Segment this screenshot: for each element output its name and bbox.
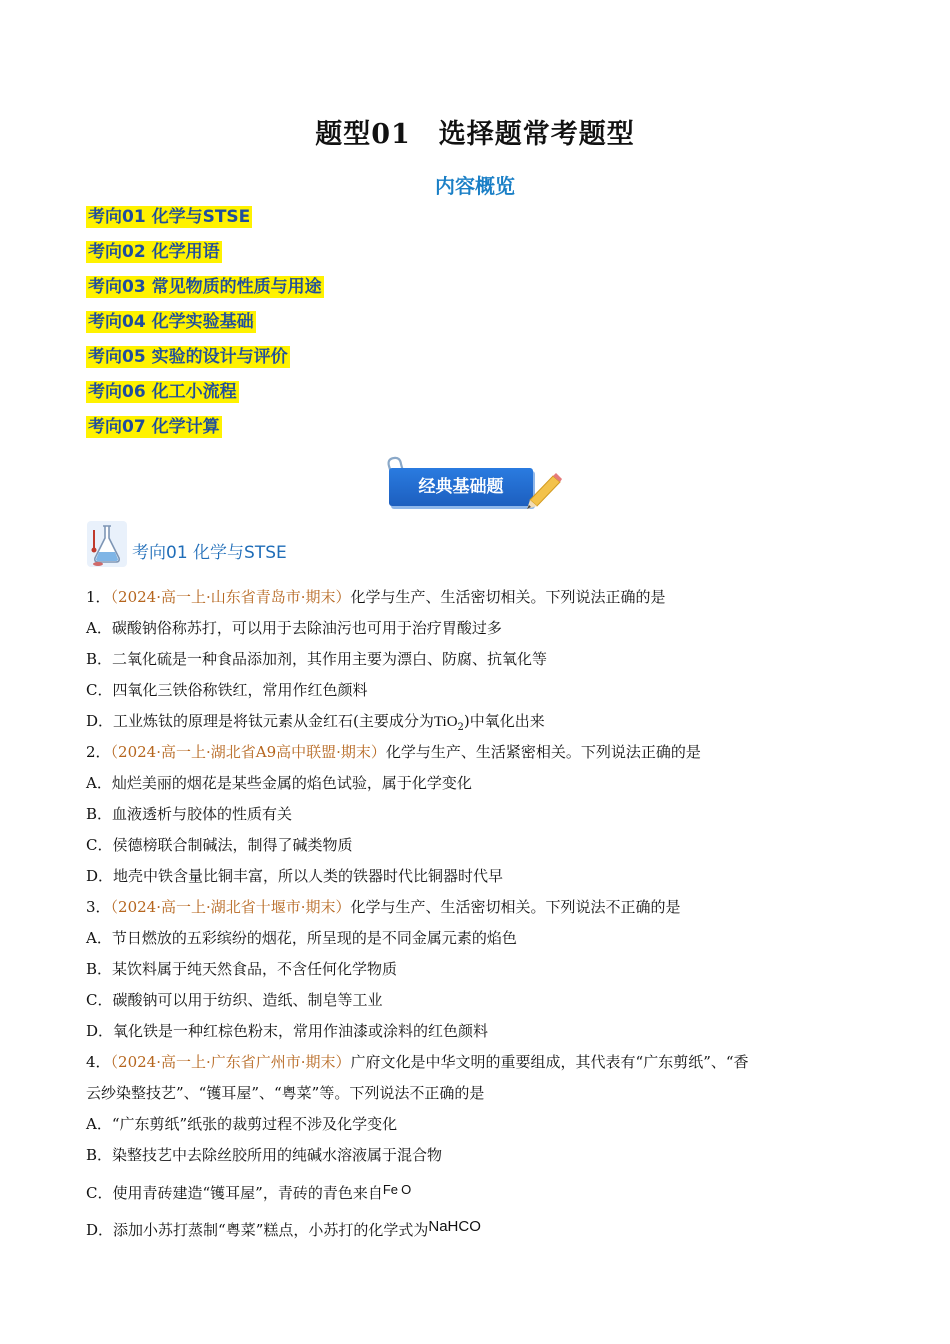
question-2-stem: 2．（2024·高一上·湖北省A9高中联盟·期末）化学与生产、生活紧密相关。下列说法正确的是: [86, 743, 701, 761]
page-title: 题型01 选择题常考题型: [315, 119, 635, 150]
question-1-option-b[interactable]: B．二氧化硫是一种食品添加剂，其作用主要为漂白、防腐、抗氧化等: [86, 650, 548, 668]
toc-item-3[interactable]: 考向03 常见物质的性质与用途: [88, 277, 322, 297]
question-4-option-d[interactable]: D．添加小苏打蒸制“粤菜”糕点，小苏打的化学式为NaHCO: [86, 1218, 481, 1239]
badge-label: 经典基础题: [389, 468, 533, 506]
question-1-option-d[interactable]: D．工业炼钛的原理是将钛元素从金红石(主要成分为TiO$_2$)中氧化出来: [86, 712, 545, 733]
question-3-option-b[interactable]: B．某饮料属于纯天然食品，不含任何化学物质: [86, 960, 398, 978]
section-badge: [385, 456, 565, 516]
toc-item-5[interactable]: 考向05 实验的设计与评价: [88, 347, 288, 367]
question-4-option-b[interactable]: B．染整技艺中去除丝胶所用的纯碱水溶液属于混合物: [86, 1146, 443, 1164]
question-source: （2024·高一上·山东省青岛市·期末）: [110, 588, 351, 606]
question-4-option-c[interactable]: C．使用青砖建造“镬耳屋”，青砖的青色来自Fe O: [86, 1182, 412, 1202]
question-2-option-b[interactable]: B．血液透析与胶体的性质有关: [86, 805, 293, 823]
toc-item-4[interactable]: 考向04 化学实验基础: [88, 312, 254, 332]
question-1-option-c[interactable]: C．四氧化三铁俗称铁红，常用作红色颜料: [86, 681, 368, 699]
question-1-stem: 1．（2024·高一上·山东省青岛市·期末）化学与生产、生活密切相关。下列说法正确的是: [86, 588, 666, 606]
formula: Fe: [382, 1182, 398, 1197]
question-source: （2024·高一上·广东省广州市·期末）: [110, 1053, 351, 1071]
question-4-stem: 4．（2024·高一上·广东省广州市·期末）广府文化是中华文明的重要组成，其代表有“广东剪纸”、“香: [86, 1053, 749, 1071]
question-3-stem: 3．（2024·高一上·湖北省十堰市·期末）化学与生产、生活密切相关。下列说法不正确的是: [86, 898, 681, 916]
section-title: 考向01 化学与STSE: [132, 543, 287, 563]
question-3-option-a[interactable]: A．节日燃放的五彩缤纷的烟花，所呈现的是不同金属元素的焰色: [86, 929, 517, 947]
question-1-option-a[interactable]: A．碳酸钠俗称苏打，可以用于去除油污也可用于治疗胃酸过多: [86, 619, 502, 637]
toc-item-6[interactable]: 考向06 化工小流程: [88, 382, 237, 402]
question-list: [86, 582, 866, 1243]
question-2-option-d[interactable]: D．地壳中铁含量比铜丰富，所以人类的铁器时代比铜器时代早: [86, 867, 504, 885]
formula: NaHCO: [428, 1218, 481, 1235]
question-4-option-a[interactable]: A．“广东剪纸”纸张的裁剪过程不涉及化学变化: [86, 1115, 398, 1133]
question-2-option-c[interactable]: C．侯德榜联合制碱法，制得了碱类物质: [86, 836, 353, 854]
question-source: （2024·高一上·湖北省十堰市·期末）: [110, 898, 351, 916]
question-2-option-a[interactable]: A．灿烂美丽的烟花是某些金属的焰色试验，属于化学变化: [86, 774, 472, 792]
question-4-stem-continued: 云纱染整技艺”、“镬耳屋”、“粤菜”等。下列说法不正确的是: [86, 1084, 485, 1102]
toc-item-1[interactable]: 考向01 化学与STSE: [88, 207, 251, 227]
pencil-icon: [523, 472, 563, 512]
table-of-contents: [86, 206, 324, 451]
toc-item-2[interactable]: 考向02 化学用语: [88, 242, 220, 262]
question-3-option-c[interactable]: C．碳酸钠可以用于纺织、造纸、制皂等工业: [86, 991, 383, 1009]
question-3-option-d[interactable]: D．氧化铁是一种红棕色粉末，常用作油漆或涂料的红色颜料: [86, 1022, 489, 1040]
toc-item-7[interactable]: 考向07 化学计算: [88, 417, 220, 437]
flask-icon: [86, 520, 128, 568]
overview-heading: 内容概览: [435, 174, 515, 198]
question-source: （2024·高一上·湖北省A9高中联盟·期末）: [110, 743, 386, 761]
